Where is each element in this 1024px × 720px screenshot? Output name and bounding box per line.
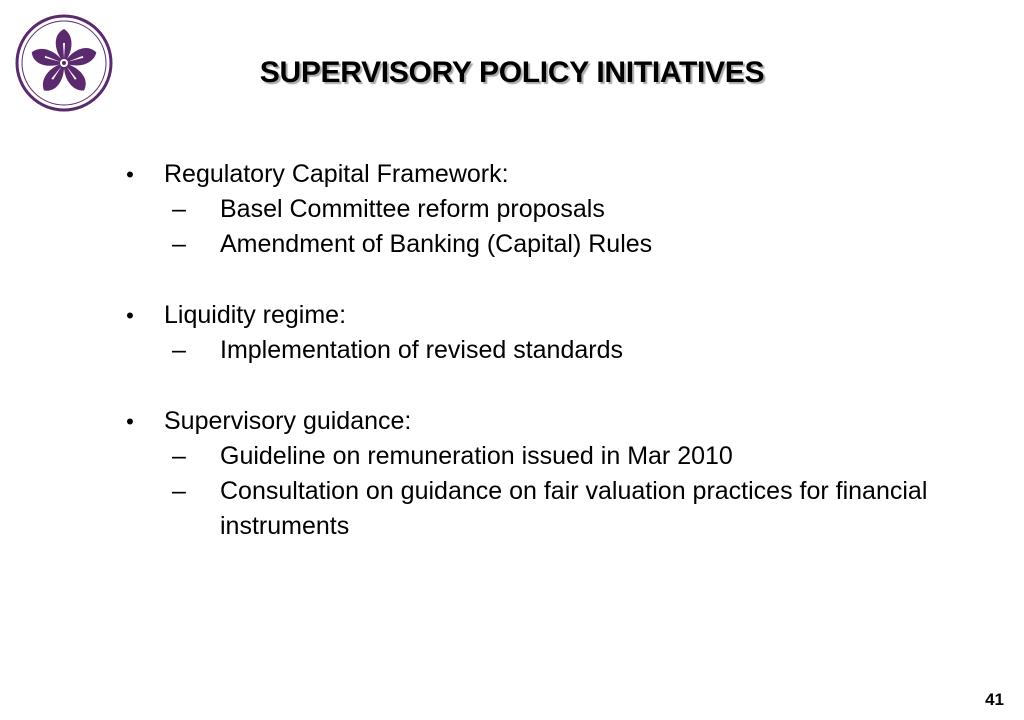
list-item xyxy=(120,298,980,333)
dash-icon: – xyxy=(172,336,186,364)
sub-item: Guideline on remuneration issued in Mar 2010 xyxy=(220,442,733,470)
bullet-list xyxy=(120,157,980,580)
dash-icon: – xyxy=(172,442,186,470)
dash-icon: – xyxy=(172,477,186,505)
bullet-icon: • xyxy=(126,162,134,187)
list-item xyxy=(120,333,980,368)
sub-item: Amendment of Banking (Capital) Rules xyxy=(220,230,653,258)
list-item xyxy=(120,439,980,474)
sub-item: Implementation of revised standards xyxy=(220,336,623,364)
bullet-heading: Liquidity regime: xyxy=(164,301,347,329)
bullet-group-guidance xyxy=(120,404,980,544)
bullet-group-capital xyxy=(120,157,980,262)
sub-item: Consultation on guidance on fair valuation practices for financial instruments xyxy=(220,477,928,540)
list-item xyxy=(120,192,980,227)
dash-icon: – xyxy=(172,195,186,223)
bullet-heading: Supervisory guidance: xyxy=(164,407,412,435)
list-item xyxy=(120,227,980,262)
bullet-icon: • xyxy=(126,303,134,328)
list-item xyxy=(120,474,980,544)
sub-item: Basel Committee reform proposals xyxy=(220,195,605,223)
bullet-group-liquidity xyxy=(120,298,980,368)
list-item xyxy=(120,157,980,192)
bullet-heading: Regulatory Capital Framework: xyxy=(164,160,509,188)
page-title: SUPERVISORY POLICY INITIATIVES xyxy=(259,56,765,89)
bullet-icon: • xyxy=(126,409,134,434)
dash-icon: – xyxy=(172,230,186,258)
list-item xyxy=(120,404,980,439)
page-number: 41 xyxy=(985,690,1004,709)
